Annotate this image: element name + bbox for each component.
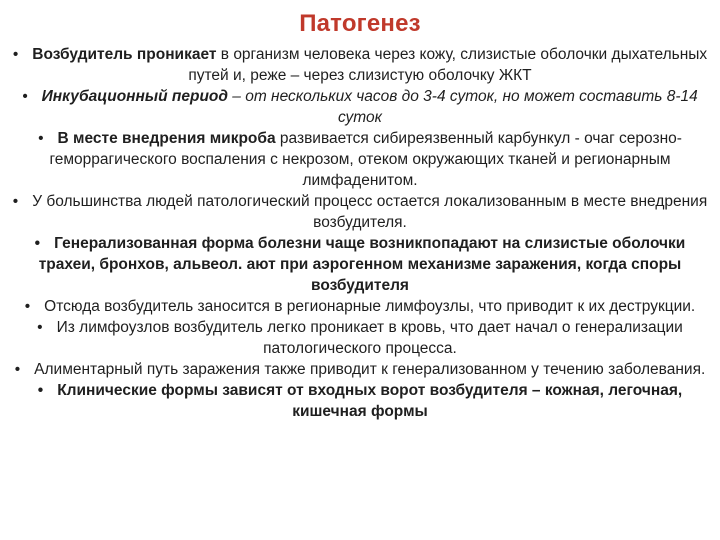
bullet-text: У большинства людей патологический процесс остается локализованным в месте внедрения возбудителя. [32, 193, 708, 231]
bullet-item [0, 296, 720, 317]
bullet-dot-icon: • [37, 319, 43, 336]
bullet-text: развивается сибиреязвенный карбункул - очаг серозно-геморрагического воспаления с некрозом, отеком окружающих тканей и регионарным лимфаденитом. [49, 130, 682, 189]
bullet-dot-icon: • [14, 361, 21, 378]
bullet-dot-icon: • [24, 298, 31, 315]
bullet-item [0, 191, 720, 233]
bullet-dot-icon: • [37, 382, 44, 399]
bullet-text: в организм человека через кожу, слизистые оболочки дыхательных путей и, реже – через слизистую оболочку ЖКТ [188, 46, 708, 84]
bullet-dot-icon: • [22, 88, 28, 105]
bullet-lead: Возбудитель проникает [32, 46, 217, 63]
bullet-text: Из лимфоузлов возбудитель легко проникает в кровь, что дает начал о генерализации патологического процесса. [56, 319, 683, 357]
bullet-item [0, 380, 720, 422]
bullet-text: Клинические формы зависят от входных ворот возбудителя – кожная, легочная, кишечная формы [57, 382, 683, 420]
bullet-item [0, 317, 720, 359]
bullet-item [0, 233, 720, 296]
bullet-dot-icon: • [12, 46, 19, 63]
bullet-lead: В месте внедрения микроба [57, 130, 276, 147]
bullet-dot-icon: • [38, 130, 44, 147]
bullet-lead: Инкубационный период [41, 88, 228, 105]
slide-title: Патогенез [299, 10, 421, 37]
bullet-text: – от нескольких часов до 3-4 суток, но может составить 8-14 суток [227, 88, 698, 126]
bullet-list [0, 44, 720, 422]
bullet-text: Генерализованная форма болезни чаще возникпопадают на слизистые оболочки трахеи, бронхов, альвеол. ают при аэрогенном механизме заражения, когда споры возбудителя [38, 235, 686, 294]
bullet-text: Алиментарный путь заражения также приводит к генерализованном у течению заболевания. [34, 361, 706, 378]
bullet-dot-icon: • [12, 193, 19, 210]
bullet-item [0, 128, 720, 191]
bullet-item [0, 359, 720, 380]
bullet-item [0, 86, 720, 128]
bullet-dot-icon: • [34, 235, 41, 252]
bullet-text: Отсюда возбудитель заносится в регионарные лимфоузлы, что приводит к их деструкции. [44, 298, 696, 315]
bullet-item [0, 44, 720, 86]
